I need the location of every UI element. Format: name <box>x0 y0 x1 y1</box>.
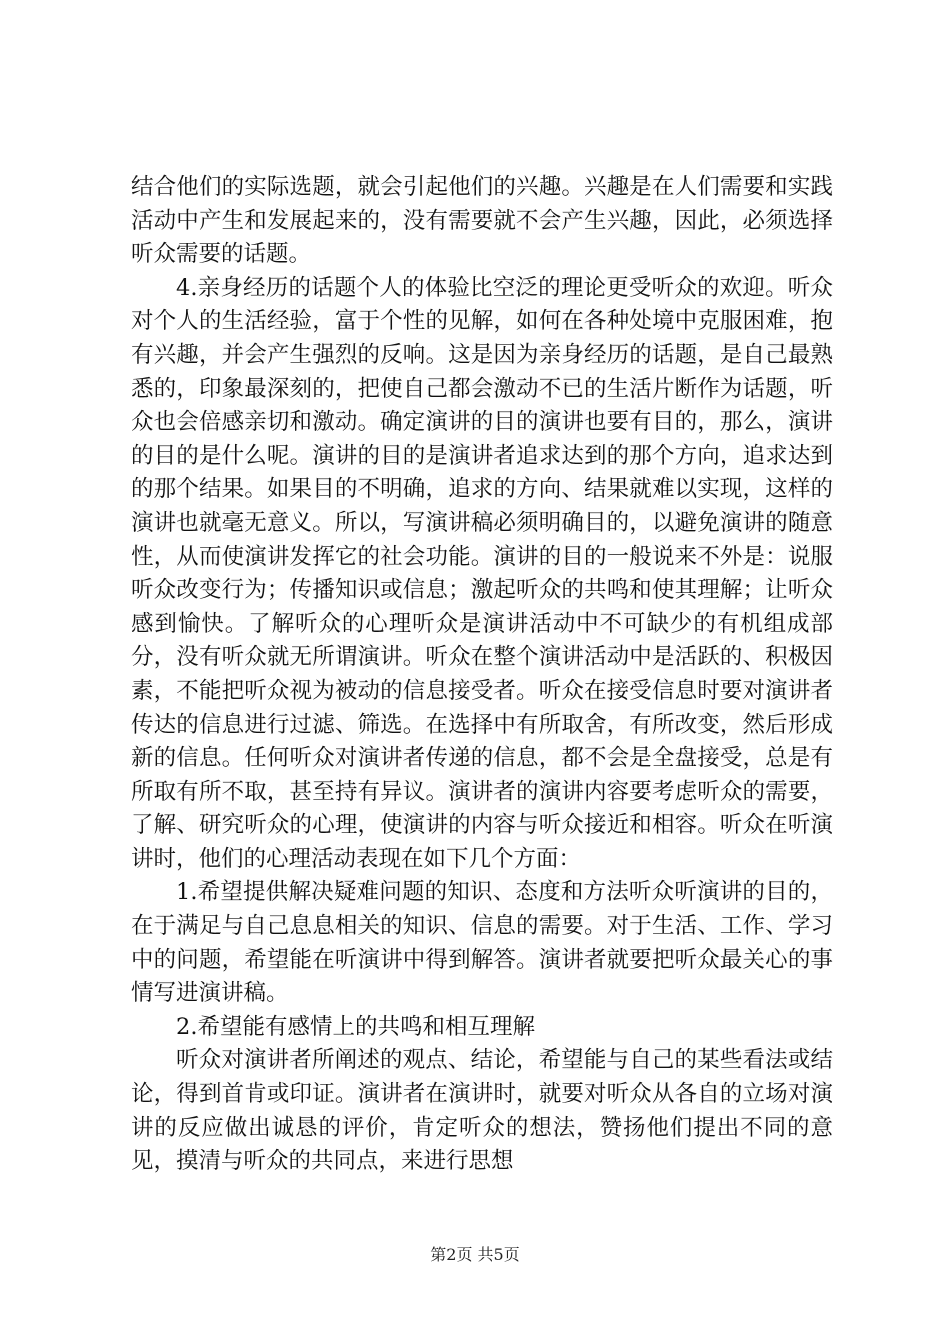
page-footer <box>0 1244 950 1266</box>
paragraph-3: 1.希望提供解决疑难问题的知识、态度和方法听众听演讲的目的，在于满足与自己息息相关的知识、信息的需要。对于生活、工作、学习中的问题，希望能在听演讲中得到解答。演讲者就要把听众最关心的事情写进演讲稿。 <box>131 879 833 1007</box>
paragraph-4: 2.希望能有感情上的共鸣和相互理解 <box>176 1013 535 1040</box>
paragraph-2: 4.亲身经历的话题个人的体验比空泛的理论更受听众的欢迎。听众对个人的生活经验，富于个性的见解，如何在各种处境中克服困难，抱有兴趣，并会产生强烈的反响。这是因为亲身经历的话题，是自己最熟悉的，印象最深刻的，把使自己都会激动不已的生活片断作为话题，听众也会倍感亲切和激动。确定演讲的目的演讲也要有目的，那么，演讲的目的是什么呢。演讲的目的是演讲者追求达到的那个方向，追求达到的那个结果。如果目的不明确，追求的方向、结果就难以实现，这样的演讲也就毫无意义。所以，写演讲稿必须明确目的，以避免演讲的随意性，从而使演讲发挥它的社会功能。演讲的目的一般说来不外是：说服听众改变行为；传播知识或信息；激起听众的共鸣和使其理解；让听众感到愉快。了解听众的心理听众是演讲活动中不可缺少的有机组成部分，没有听众就无所谓演讲。听众在整个演讲活动中是活跃的、积极因素，不能把听众视为被动的信息接受者。听众在接受信息时要对演讲者传达的信息进行过滤、筛选。在选择中有所取舍，有所改变，然后形成新的信息。任何听众对演讲者传递的信息，都不会是全盘接受，总是有所取有所不取，甚至持有异议。演讲者的演讲内容要考虑听众的需要，了解、研究听众的心理，使演讲的内容与听众接近和相容。听众在听演讲时，他们的心理活动表现在如下几个方面： <box>131 274 833 872</box>
paragraph-5: 听众对演讲者所阐述的观点、结论，希望能与自己的某些看法或结论，得到首肯或印证。演讲者在演讲时，就要对听众从各自的立场对演讲的反应做出诚恳的评价，肯定听众的想法，赞扬他们提出不同的意见，摸清与听众的共同点，来进行思想 <box>131 1047 833 1175</box>
document-body <box>131 171 833 1179</box>
page-number: 第2页 共5页 <box>430 1245 520 1264</box>
paragraph-1: 结合他们的实际选题，就会引起他们的兴趣。兴趣是在人们需要和实践活动中产生和发展起来的，没有需要就不会产生兴趣，因此，必须选择听众需要的话题。 <box>131 174 833 268</box>
